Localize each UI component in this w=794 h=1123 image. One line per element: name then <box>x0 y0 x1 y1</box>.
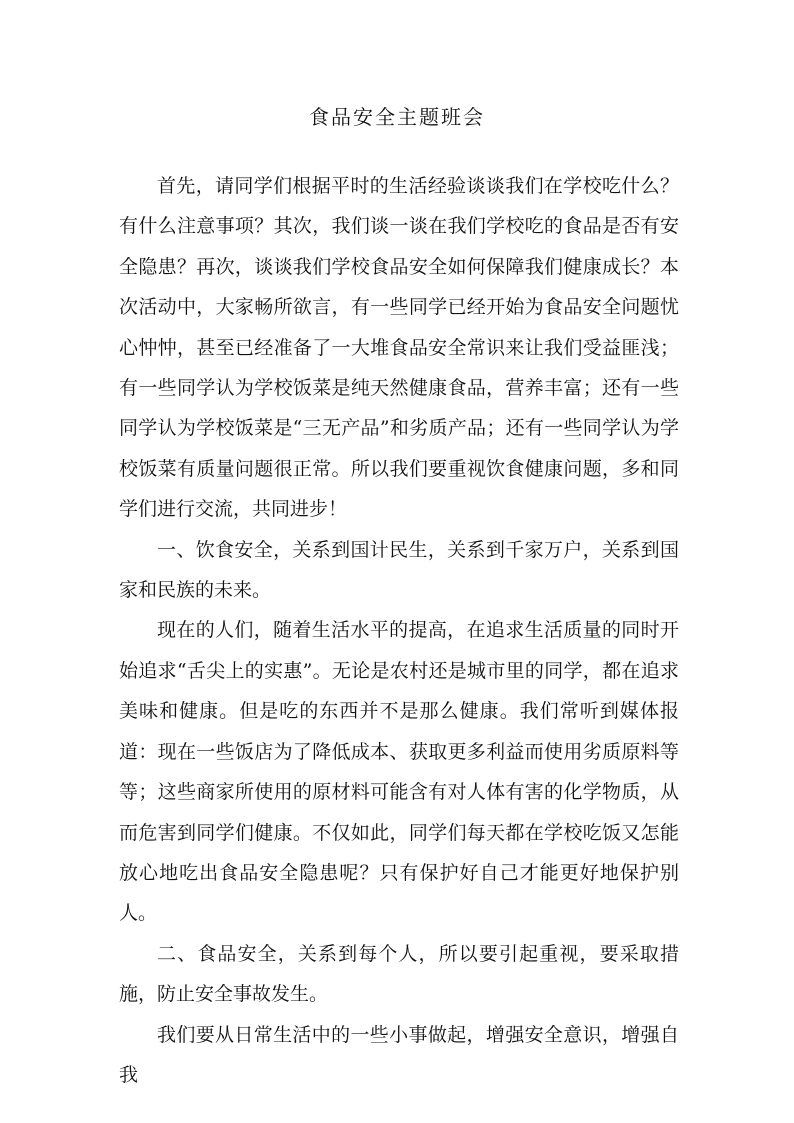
paragraph-daily-habits: 我们要从日常生活中的一些小事做起，增强安全意识，增强自我 <box>119 1023 679 1086</box>
document-title: 食品安全主题班会 <box>309 105 485 129</box>
paragraph-modern-life: 现在的人们，随着生活水平的提高，在追求生活质量的同时开始追求“舌尖上的实惠”。无论是农村还是城市里的同学，都在追求美味和健康。但是吃的东西并不是那么健康。我们常听到媒体报道：现在一些饭店为了降低成本、获取更多利益而使用劣质原料等等；这些商家所使用的原材料可能含有对人体有害的化学物质，从而危害到同学们健康。不仅如此，同学们每天都在学校吃饭又怎能放心地吃出食品安全隐患呢？只有保护好自己才能更好地保护别人。 <box>119 619 679 925</box>
document-body <box>119 166 679 1095</box>
paragraph-intro: 首先，请同学们根据平时的生活经验谈谈我们在学校吃什么？有什么注意事项？其次，我们谈一谈在我们学校吃的食品是否有安全隐患？再次，谈谈我们学校食品安全如何保障我们健康成长？本次活动中，大家畅所欲言，有一些同学已经开始为食品安全问题忧心忡忡，甚至已经准备了一大堆食品安全常识来让我们受益匪浅；有一些同学认为学校饭菜是纯天然健康食品，营养丰富；还有一些同学认为学校饭菜是“三无产品”和劣质产品；还有一些同学认为学校饭菜有质量问题很正常。所以我们要重视饮食健康问题，多和同学们进行交流，共同进步！ <box>119 175 679 521</box>
paragraph-point-two: 二、食品安全，关系到每个人，所以要引起重视，要采取措施，防止安全事故发生。 <box>119 942 679 1006</box>
paragraph-point-one: 一、饮食安全，关系到国计民生，关系到千家万户，关系到国家和民族的未来。 <box>119 538 679 602</box>
